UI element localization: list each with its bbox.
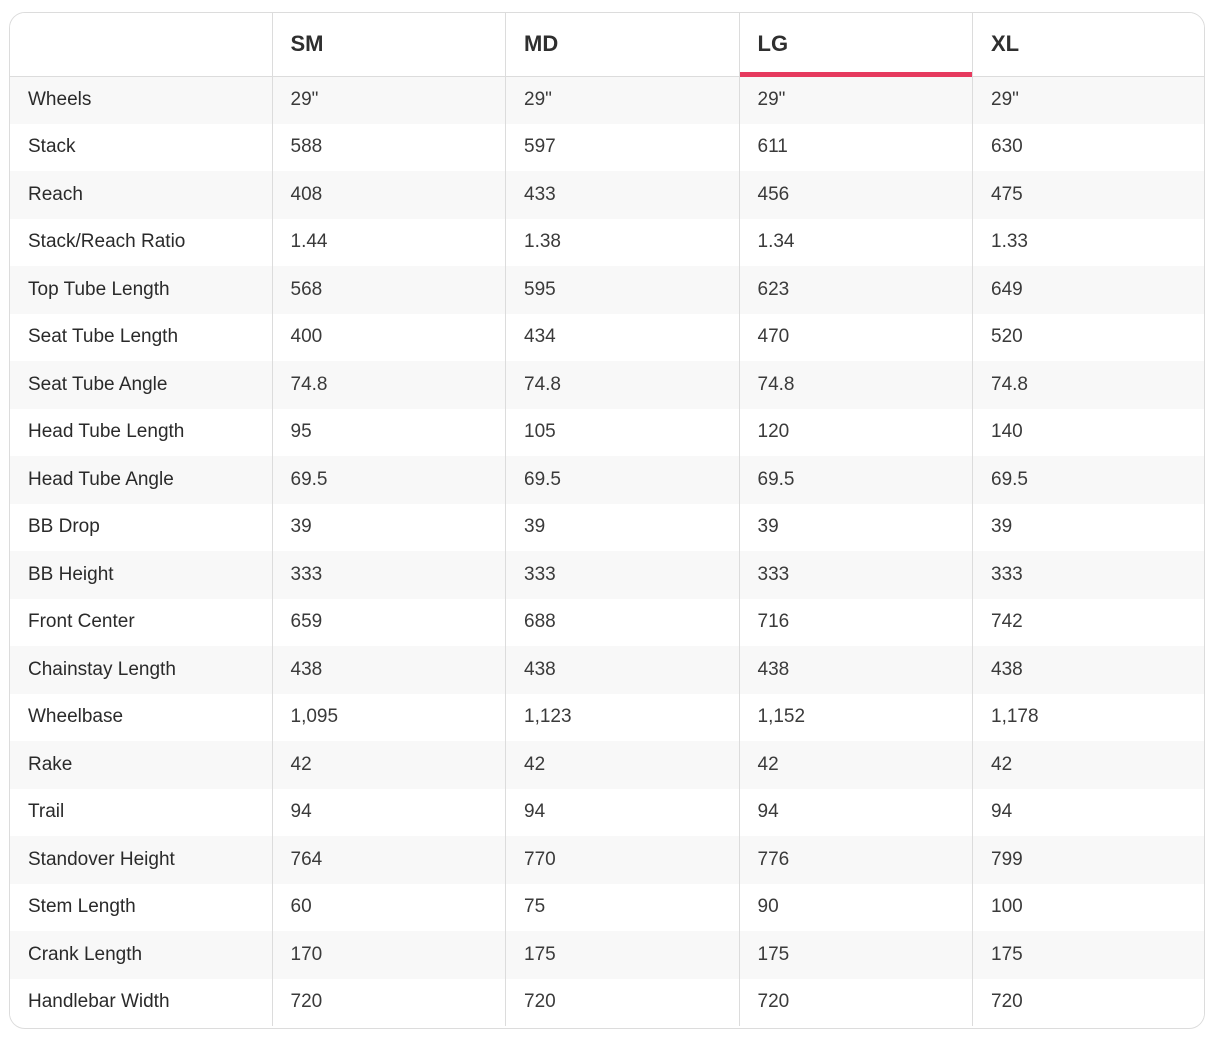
row-label: Seat Tube Angle	[10, 361, 272, 409]
geometry-table-container	[9, 12, 1205, 1029]
row-label: Crank Length	[10, 931, 272, 979]
cell-value-lg: 456	[739, 171, 973, 219]
table-row	[10, 599, 1205, 647]
cell-value-md: 438	[506, 646, 740, 694]
table-row	[10, 836, 1205, 884]
cell-value-lg: 120	[739, 409, 973, 457]
table-row	[10, 124, 1205, 172]
table-row	[10, 266, 1205, 314]
cell-value-lg: 90	[739, 884, 973, 932]
table-body	[10, 76, 1205, 1026]
cell-value-sm: 568	[272, 266, 506, 314]
table-row	[10, 931, 1205, 979]
row-label: Stack	[10, 124, 272, 172]
cell-value-md: 770	[506, 836, 740, 884]
geometry-table	[10, 13, 1205, 1026]
header-row	[10, 13, 1205, 76]
cell-value-lg: 29"	[739, 76, 973, 124]
cell-value-xl: 742	[973, 599, 1206, 647]
cell-value-md: 29"	[506, 76, 740, 124]
cell-value-sm: 74.8	[272, 361, 506, 409]
cell-value-lg: 333	[739, 551, 973, 599]
row-label: Rake	[10, 741, 272, 789]
cell-value-lg: 1,152	[739, 694, 973, 742]
cell-value-md: 105	[506, 409, 740, 457]
cell-value-xl: 630	[973, 124, 1206, 172]
cell-value-xl: 42	[973, 741, 1206, 789]
cell-value-sm: 1,095	[272, 694, 506, 742]
cell-value-md: 720	[506, 979, 740, 1027]
cell-value-sm: 29"	[272, 76, 506, 124]
cell-value-xl: 74.8	[973, 361, 1206, 409]
table-row	[10, 646, 1205, 694]
cell-value-sm: 42	[272, 741, 506, 789]
cell-value-xl: 39	[973, 504, 1206, 552]
table-row	[10, 979, 1205, 1027]
cell-value-sm: 659	[272, 599, 506, 647]
row-label: BB Drop	[10, 504, 272, 552]
cell-value-lg: 39	[739, 504, 973, 552]
cell-value-lg: 69.5	[739, 456, 973, 504]
row-label: Stem Length	[10, 884, 272, 932]
cell-value-xl: 1.33	[973, 219, 1206, 267]
cell-value-md: 75	[506, 884, 740, 932]
cell-value-lg: 74.8	[739, 361, 973, 409]
cell-value-sm: 400	[272, 314, 506, 362]
row-label: Trail	[10, 789, 272, 837]
cell-value-sm: 60	[272, 884, 506, 932]
table-row	[10, 171, 1205, 219]
row-label: Front Center	[10, 599, 272, 647]
cell-value-md: 333	[506, 551, 740, 599]
table-row	[10, 76, 1205, 124]
table-row	[10, 409, 1205, 457]
row-label: Stack/Reach Ratio	[10, 219, 272, 267]
cell-value-sm: 94	[272, 789, 506, 837]
cell-value-sm: 408	[272, 171, 506, 219]
cell-value-xl: 649	[973, 266, 1206, 314]
row-label: Reach	[10, 171, 272, 219]
cell-value-md: 69.5	[506, 456, 740, 504]
cell-value-lg: 716	[739, 599, 973, 647]
row-label: Top Tube Length	[10, 266, 272, 314]
cell-value-xl: 475	[973, 171, 1206, 219]
table-row	[10, 219, 1205, 267]
cell-value-sm: 69.5	[272, 456, 506, 504]
cell-value-md: 1,123	[506, 694, 740, 742]
cell-value-sm: 39	[272, 504, 506, 552]
cell-value-lg: 623	[739, 266, 973, 314]
cell-value-xl: 69.5	[973, 456, 1206, 504]
row-label: Head Tube Angle	[10, 456, 272, 504]
cell-value-xl: 520	[973, 314, 1206, 362]
table-row	[10, 314, 1205, 362]
cell-value-lg: 94	[739, 789, 973, 837]
cell-value-md: 175	[506, 931, 740, 979]
cell-value-md: 42	[506, 741, 740, 789]
cell-value-lg: 438	[739, 646, 973, 694]
table-row	[10, 694, 1205, 742]
cell-value-md: 1.38	[506, 219, 740, 267]
table-row	[10, 884, 1205, 932]
table-row	[10, 741, 1205, 789]
cell-value-lg: 175	[739, 931, 973, 979]
cell-value-sm: 95	[272, 409, 506, 457]
row-label: BB Height	[10, 551, 272, 599]
cell-value-sm: 438	[272, 646, 506, 694]
cell-value-xl: 140	[973, 409, 1206, 457]
row-label: Head Tube Length	[10, 409, 272, 457]
cell-value-md: 595	[506, 266, 740, 314]
size-tab-xl[interactable]: XL	[973, 13, 1206, 76]
row-label: Chainstay Length	[10, 646, 272, 694]
row-label: Standover Height	[10, 836, 272, 884]
header-corner	[10, 13, 272, 76]
cell-value-md: 39	[506, 504, 740, 552]
row-label: Wheels	[10, 76, 272, 124]
cell-value-xl: 720	[973, 979, 1206, 1027]
size-tab-lg[interactable]: LG	[739, 13, 973, 76]
cell-value-xl: 333	[973, 551, 1206, 599]
cell-value-xl: 799	[973, 836, 1206, 884]
cell-value-xl: 100	[973, 884, 1206, 932]
cell-value-md: 433	[506, 171, 740, 219]
table-row	[10, 551, 1205, 599]
cell-value-sm: 588	[272, 124, 506, 172]
size-tab-sm[interactable]: SM	[272, 13, 506, 76]
cell-value-md: 597	[506, 124, 740, 172]
cell-value-lg: 776	[739, 836, 973, 884]
row-label: Wheelbase	[10, 694, 272, 742]
cell-value-lg: 611	[739, 124, 973, 172]
table-row	[10, 504, 1205, 552]
cell-value-sm: 333	[272, 551, 506, 599]
cell-value-lg: 470	[739, 314, 973, 362]
cell-value-sm: 170	[272, 931, 506, 979]
cell-value-lg: 42	[739, 741, 973, 789]
cell-value-xl: 175	[973, 931, 1206, 979]
cell-value-md: 74.8	[506, 361, 740, 409]
row-label: Handlebar Width	[10, 979, 272, 1027]
cell-value-xl: 438	[973, 646, 1206, 694]
cell-value-md: 688	[506, 599, 740, 647]
table-row	[10, 789, 1205, 837]
table-row	[10, 361, 1205, 409]
cell-value-xl: 94	[973, 789, 1206, 837]
cell-value-sm: 720	[272, 979, 506, 1027]
size-tab-md[interactable]: MD	[506, 13, 740, 76]
cell-value-xl: 1,178	[973, 694, 1206, 742]
cell-value-sm: 764	[272, 836, 506, 884]
cell-value-md: 94	[506, 789, 740, 837]
cell-value-lg: 720	[739, 979, 973, 1027]
table-row	[10, 456, 1205, 504]
cell-value-xl: 29"	[973, 76, 1206, 124]
cell-value-md: 434	[506, 314, 740, 362]
row-label: Seat Tube Length	[10, 314, 272, 362]
cell-value-lg: 1.34	[739, 219, 973, 267]
cell-value-sm: 1.44	[272, 219, 506, 267]
